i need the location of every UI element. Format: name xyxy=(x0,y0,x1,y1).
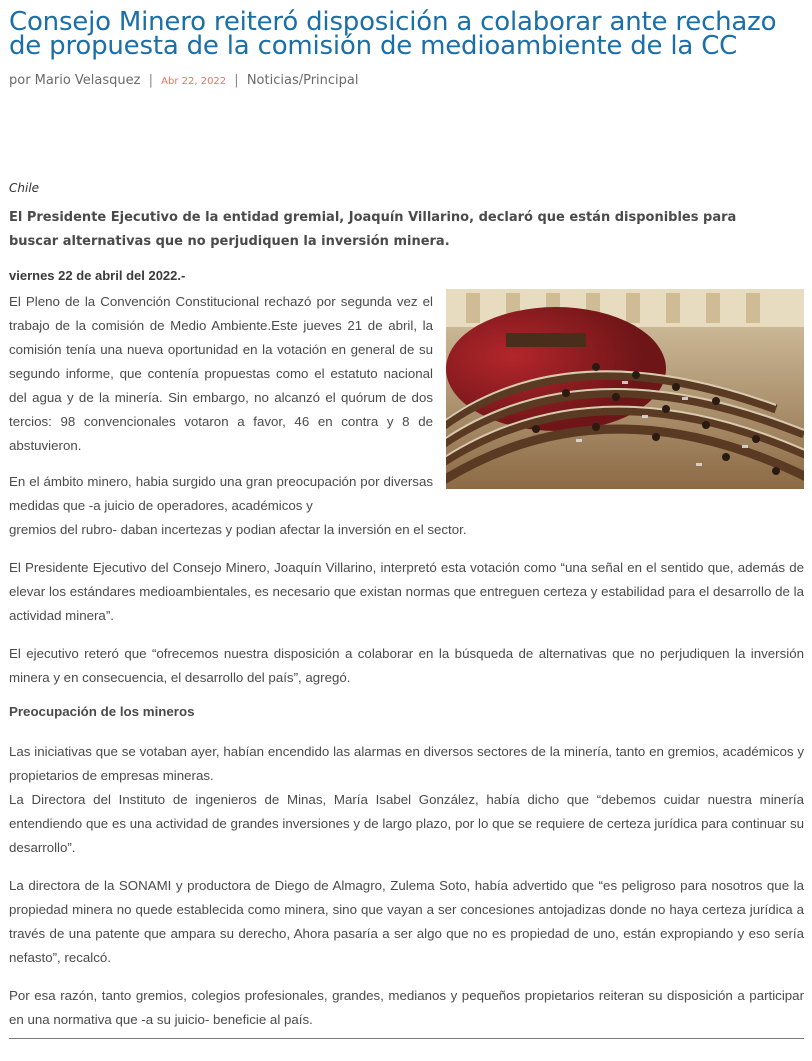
article-meta xyxy=(9,71,804,91)
paragraph: El Presidente Ejecutivo del Consejo Minero, Joaquín Villarino, interpretó esta votación como “una señal en el sentido que, además de elevar los estándares medioambientales, es necesario que existan normas que entreguen certeza y estabilidad para el desarrollo de la actividad minera”. xyxy=(9,560,804,623)
meta-separator: | xyxy=(234,73,239,88)
paragraph: El Pleno de la Convención Constitucional rechazó por segunda vez el trabajo de la comisión de Medio Ambiente.Este jueves 21 de abril, la comisión tenía una nueva oportunidad en la votación en general de su segundo informe, que contenía propuestas como el estatuto nacional del agua y de la minería. Sin embargo, no alcanzó el quórum de dos tercios: 98 convencionales votaron a favor, 46 en contra y 8 de abstuvieron. xyxy=(9,294,433,453)
paragraph: Por esa razón, tanto gremios, colegios profesionales, grandes, medianos y pequeños propietarios reiteran su disposición a participar en una normativa que -a su juicio- beneficie al país. xyxy=(9,988,804,1027)
paragraph: En el ámbito minero, habia surgido una gran preocupación por diversas medidas que -a juicio de operadores, académicos y xyxy=(9,474,433,513)
paragraph: La directora de la SONAMI y productora de Diego de Almagro, Zulema Soto, había advertido que “es peligroso para nosotros que la propiedad minera no quede establecida como minera, sino que vayan a ser concesiones antojadizas donde no haya certeza jurídica a través de una patente que ampara su derecho, Ahora pasaría a ser algo que no es propiedad de uno, están expropiando y eso sería nefasto”, recalcó. xyxy=(9,878,804,965)
category-link[interactable]: Noticias/Principal xyxy=(246,73,359,88)
paragraph: El ejecutivo reteró que “ofrecemos nuestra disposición a colaborar en la búsqueda de alternativas que no perjudiquen la inversión minera y en consecuencia, el desarrollo del país”, agregó. xyxy=(9,646,804,685)
article-kicker: Chile xyxy=(9,181,40,195)
publish-date: Abr 22, 2022 xyxy=(161,76,227,87)
article xyxy=(9,0,804,1027)
paragraph: La Directora del Instituto de ingenieros de Minas, María Isabel González, había dicho que “debemos cuidar nuestra minería entendiendo que es una actividad de grandes inversiones y de largo plazo, por lo que se requiere de certeza jurídica para continuar su desarrollo”. xyxy=(9,792,804,855)
convention-photo xyxy=(446,289,804,489)
article-lead: El Presidente Ejecutivo de la entidad gremial, Joaquín Villarino, declaró que están disponibles para buscar alternativas que no perjudiquen la inversión minera. xyxy=(9,210,737,249)
paragraph: Las iniciativas que se votaban ayer, habían encendido las alarmas en diversos sectores de la minería, tanto en gremios, académicos y propietarios de empresas mineras. xyxy=(9,744,804,783)
divider xyxy=(9,1038,804,1039)
paragraph: gremios del rubro- daban incertezas y podian afectar la inversión en el sector. xyxy=(9,522,467,537)
author-byline[interactable]: por Mario Velasquez xyxy=(9,73,141,88)
section-subheading: Preocupación de los mineros xyxy=(9,704,195,719)
article-dateline: viernes 22 de abril del 2022.- xyxy=(9,268,186,283)
article-title: Consejo Minero reiteró disposición a colaborar ante rechazo de propuesta de la comisión de medioambiente de la CC xyxy=(9,7,777,61)
meta-separator: | xyxy=(148,73,153,88)
